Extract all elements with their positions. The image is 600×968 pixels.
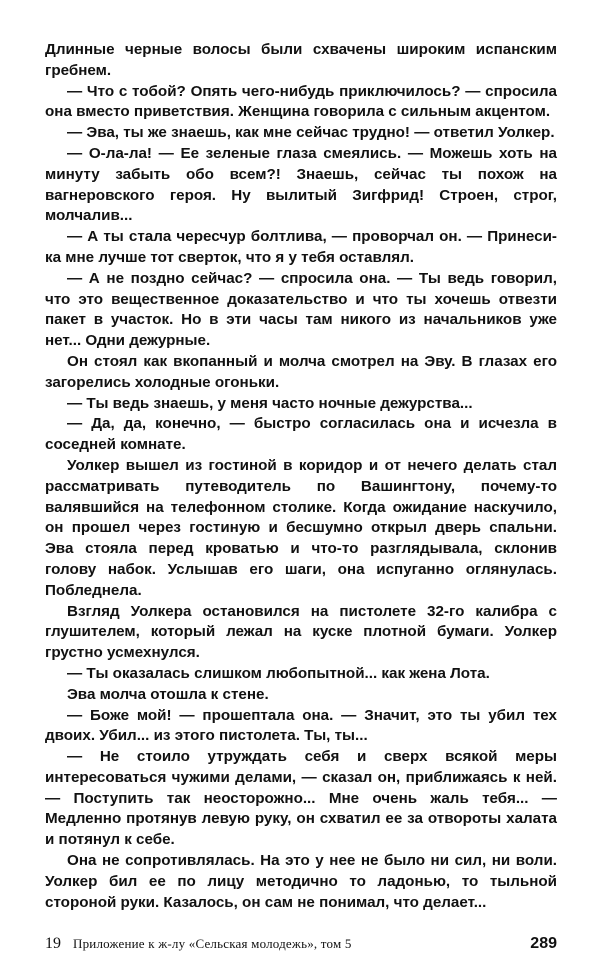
paragraph-2: — Что с тобой? Опять чего-нибудь приключилось? — спросила она вместо приветствия. Женщина говорила с сильным акцентом. [45, 82, 557, 121]
paragraph-8: — Ты ведь знаешь, у меня часто ночные дежурства... [67, 394, 473, 412]
signature-mark: 19 [45, 935, 61, 952]
paragraph-7: Он стоял как вкопанный и молча смотрел на Эву. В глазах его загорелись холодные огоньки. [45, 352, 557, 391]
journal-credit: Приложение к ж-лу «Сельская молодежь», том 5 [73, 936, 352, 951]
paragraph-16: Она не сопротивлялась. На это у нее не было ни сил, ни воли. Уолкер бил ее по лицу методично то ладонью, то тыльной стороной руки. Казалось, он сам не понимал, что делает... [45, 852, 557, 911]
page-footer [45, 934, 557, 955]
paragraph-5: — А ты стала чересчур болтлива, — проворчал он. — Принеси-ка мне лучше тот сверток, что я у тебя оставлял. [45, 228, 557, 266]
page-number: 289 [530, 935, 557, 952]
paragraph-4: — О-ла-ла! — Ее зеленые глаза смеялись. — Можешь хоть на минуту забыть обо всем?! Знаешь, сейчас ты похож на вагнеровского героя. Ну вылитый Зигфрид! Строен, строг, молчалив... [45, 144, 557, 225]
paragraph-10: Уолкер вышел из гостиной в коридор и от нечего делать стал рассматривать путеводитель по Вашингтону, почему-то валявшийся на телефонном столике. Когда ожидание наскучило, он прошел через гостиную и бесшумно открыл дверь спальни. Эва стояла перед кроватью и что-то разглядывала, склонив голову набок. Услышав его шаги, она испуганно оглянулась. Побледнела. [45, 456, 557, 599]
paragraph-15: — Не стоило утруждать себя и сверх всякой меры интересоваться чужими делами, — сказал он, приближаясь к ней. — Поступить так неосторожно... Мне очень жаль тебя... — Медленно протянув левую руку, он схватил ее за отвороты халата и потянул к себе. [45, 748, 557, 849]
paragraph-3: — Эва, ты же знаешь, как мне сейчас трудно! — ответил Уолкер. [67, 124, 555, 142]
paragraph-6: — А не поздно сейчас? — спросила она. — Ты ведь говорил, что это вещественное доказательство и что ты хочешь отвезти пакет в участок. Но в эти часы там никого из начальников уже нет... Одни дежурные. [45, 269, 557, 350]
paragraph-9: — Да, да, конечно, — быстро согласилась она и исчезла в соседней комнате. [45, 415, 557, 454]
paragraph-13: Эва молча отошла к стене. [67, 685, 269, 703]
paragraph-14: — Боже мой! — прошептала она. — Значит, это ты убил тех двоих. Убил... из этого пистолета. Ты, ты... [45, 706, 557, 745]
paragraph-1: Длинные черные волосы были схвачены широким испанским гребнем. [45, 41, 557, 79]
paragraph-12: — Ты оказалась слишком любопытной... как жена Лота. [67, 664, 490, 682]
body-text [45, 40, 557, 913]
paragraph-11: Взгляд Уолкера остановился на пистолете 32-го калибра с глушителем, который лежал на куске плотной бумаги. Уолкер грустно усмехнулся. [45, 602, 557, 662]
